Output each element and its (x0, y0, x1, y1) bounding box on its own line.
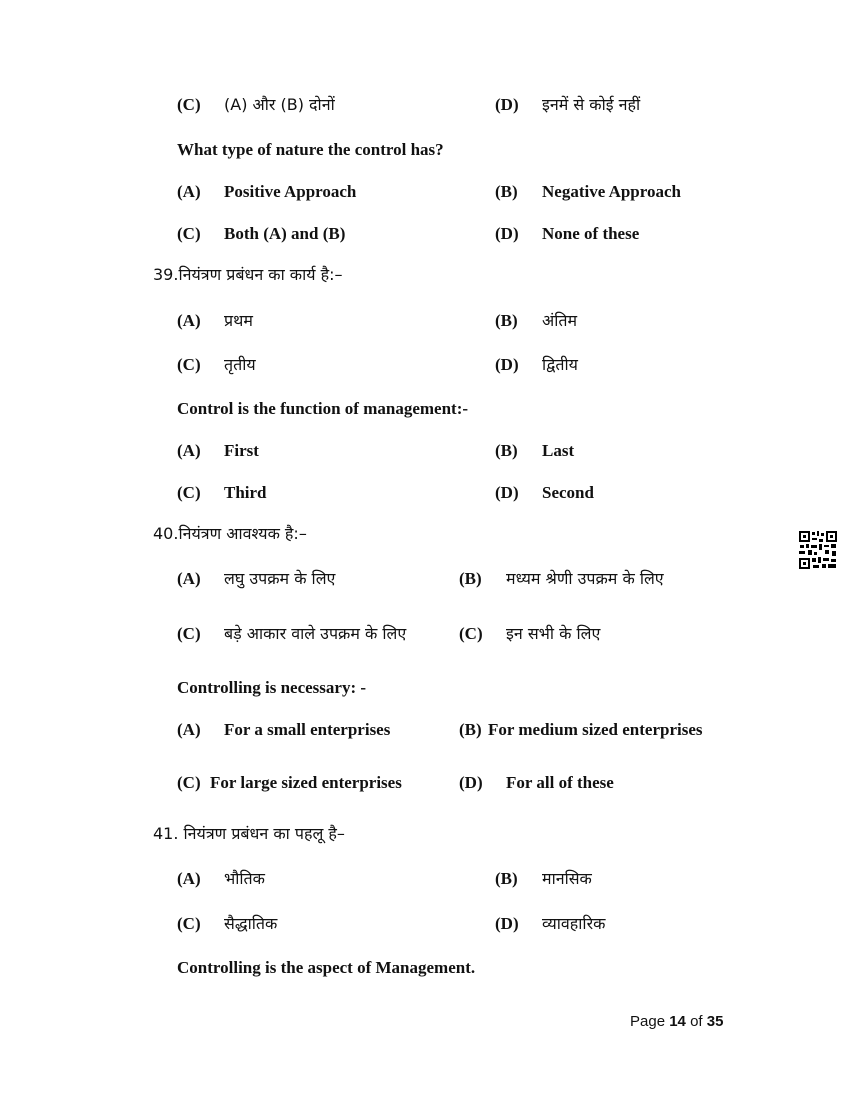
option-text: For large sized enterprises (210, 773, 402, 792)
option-text: मध्यम श्रेणी उपक्रम के लिए (506, 569, 664, 588)
option-letter: (C) (177, 483, 201, 502)
option-letter: (C) (459, 624, 483, 643)
option-text: None of these (542, 224, 640, 243)
option-text: Third (224, 483, 267, 502)
q38-hi-options-cd (0, 92, 850, 118)
page-prefix: Page (630, 1013, 666, 1030)
option-text: भौतिक (224, 869, 265, 888)
q39-hi-options-ab (0, 308, 850, 334)
q39-en-question: Control is the function of management:- (177, 399, 469, 418)
q40-en-options-ab (0, 717, 850, 743)
option-text: For all of these (506, 773, 614, 792)
option-letter: (A) (177, 569, 201, 588)
option-letter: (D) (495, 355, 519, 374)
page-total: 35 (706, 1013, 724, 1030)
q38-en-question: What type of nature the control has? (177, 140, 444, 159)
q38-en-options-cd (0, 221, 850, 247)
option-letter: (B) (459, 569, 482, 588)
option-text: लघु उपक्रम के लिए (224, 569, 336, 588)
q39-en-options-ab (0, 438, 850, 464)
q40-en-options-cd (0, 770, 850, 796)
option-text: (A) और (B) दोनों (224, 95, 335, 114)
option-letter: (D) (495, 914, 519, 933)
option-text: Both (A) and (B) (224, 224, 346, 243)
option-text: Last (542, 441, 575, 460)
option-text: First (224, 441, 259, 460)
option-text: इन सभी के लिए (506, 624, 601, 643)
q38-en-options-ab (0, 179, 850, 205)
option-letter: (A) (177, 182, 201, 201)
option-text: तृतीय (224, 355, 256, 374)
option-text: इनमें से कोई नहीं (542, 95, 641, 114)
option-letter: (A) (177, 720, 201, 739)
option-letter: (A) (177, 869, 201, 888)
page-number (630, 1013, 723, 1030)
option-letter: (C) (177, 914, 201, 933)
option-letter: (D) (495, 95, 519, 114)
option-letter: (D) (495, 483, 519, 502)
option-letter: (A) (177, 441, 201, 460)
q39-en-options-cd (0, 480, 850, 506)
option-letter: (B) (495, 182, 518, 201)
q39-hi-question: 39.नियंत्रण प्रबंधन का कार्य है:– (153, 265, 343, 284)
option-letter: (B) (495, 869, 518, 888)
option-text: अंतिम (542, 311, 578, 330)
qr-code-icon (798, 530, 838, 570)
q41-en-question: Controlling is the aspect of Management. (177, 958, 476, 977)
page-current: 14 (669, 1013, 686, 1030)
option-letter: (B) (495, 311, 518, 330)
option-letter: (C) (177, 624, 201, 643)
q41-hi-question: 41. नियंत्रण प्रबंधन का पहलू है– (153, 824, 345, 843)
option-letter: (D) (459, 773, 483, 792)
page-of: of (690, 1013, 703, 1030)
option-letter: (A) (177, 311, 201, 330)
option-text: बड़े आकार वाले उपक्रम के लिए (224, 624, 407, 643)
q40-hi-options-ab (0, 566, 850, 592)
option-text: Second (542, 483, 594, 502)
option-text: For a small enterprises (224, 720, 391, 739)
option-letter: (B) (459, 720, 482, 739)
q40-en-question: Controlling is necessary: - (177, 678, 367, 697)
option-text: For medium sized enterprises (488, 720, 703, 739)
option-letter: (C) (177, 355, 201, 374)
option-text: प्रथम (224, 311, 253, 330)
option-letter: (C) (177, 95, 201, 114)
option-text: मानसिक (542, 869, 592, 888)
option-text: द्वितीय (542, 355, 578, 374)
option-text: व्यावहारिक (542, 914, 606, 933)
option-text: Negative Approach (542, 182, 681, 201)
q40-hi-question: 40.नियंत्रण आवश्यक है:– (153, 524, 307, 543)
option-text: सैद्धातिक (224, 914, 278, 933)
q41-hi-options-cd (0, 911, 850, 937)
option-letter: (C) (177, 773, 201, 792)
option-letter: (C) (177, 224, 201, 243)
q39-hi-options-cd (0, 352, 850, 378)
q40-hi-options-cd (0, 621, 850, 647)
option-text: Positive Approach (224, 182, 357, 201)
option-letter: (B) (495, 441, 518, 460)
q41-hi-options-ab (0, 866, 850, 892)
option-letter: (D) (495, 224, 519, 243)
